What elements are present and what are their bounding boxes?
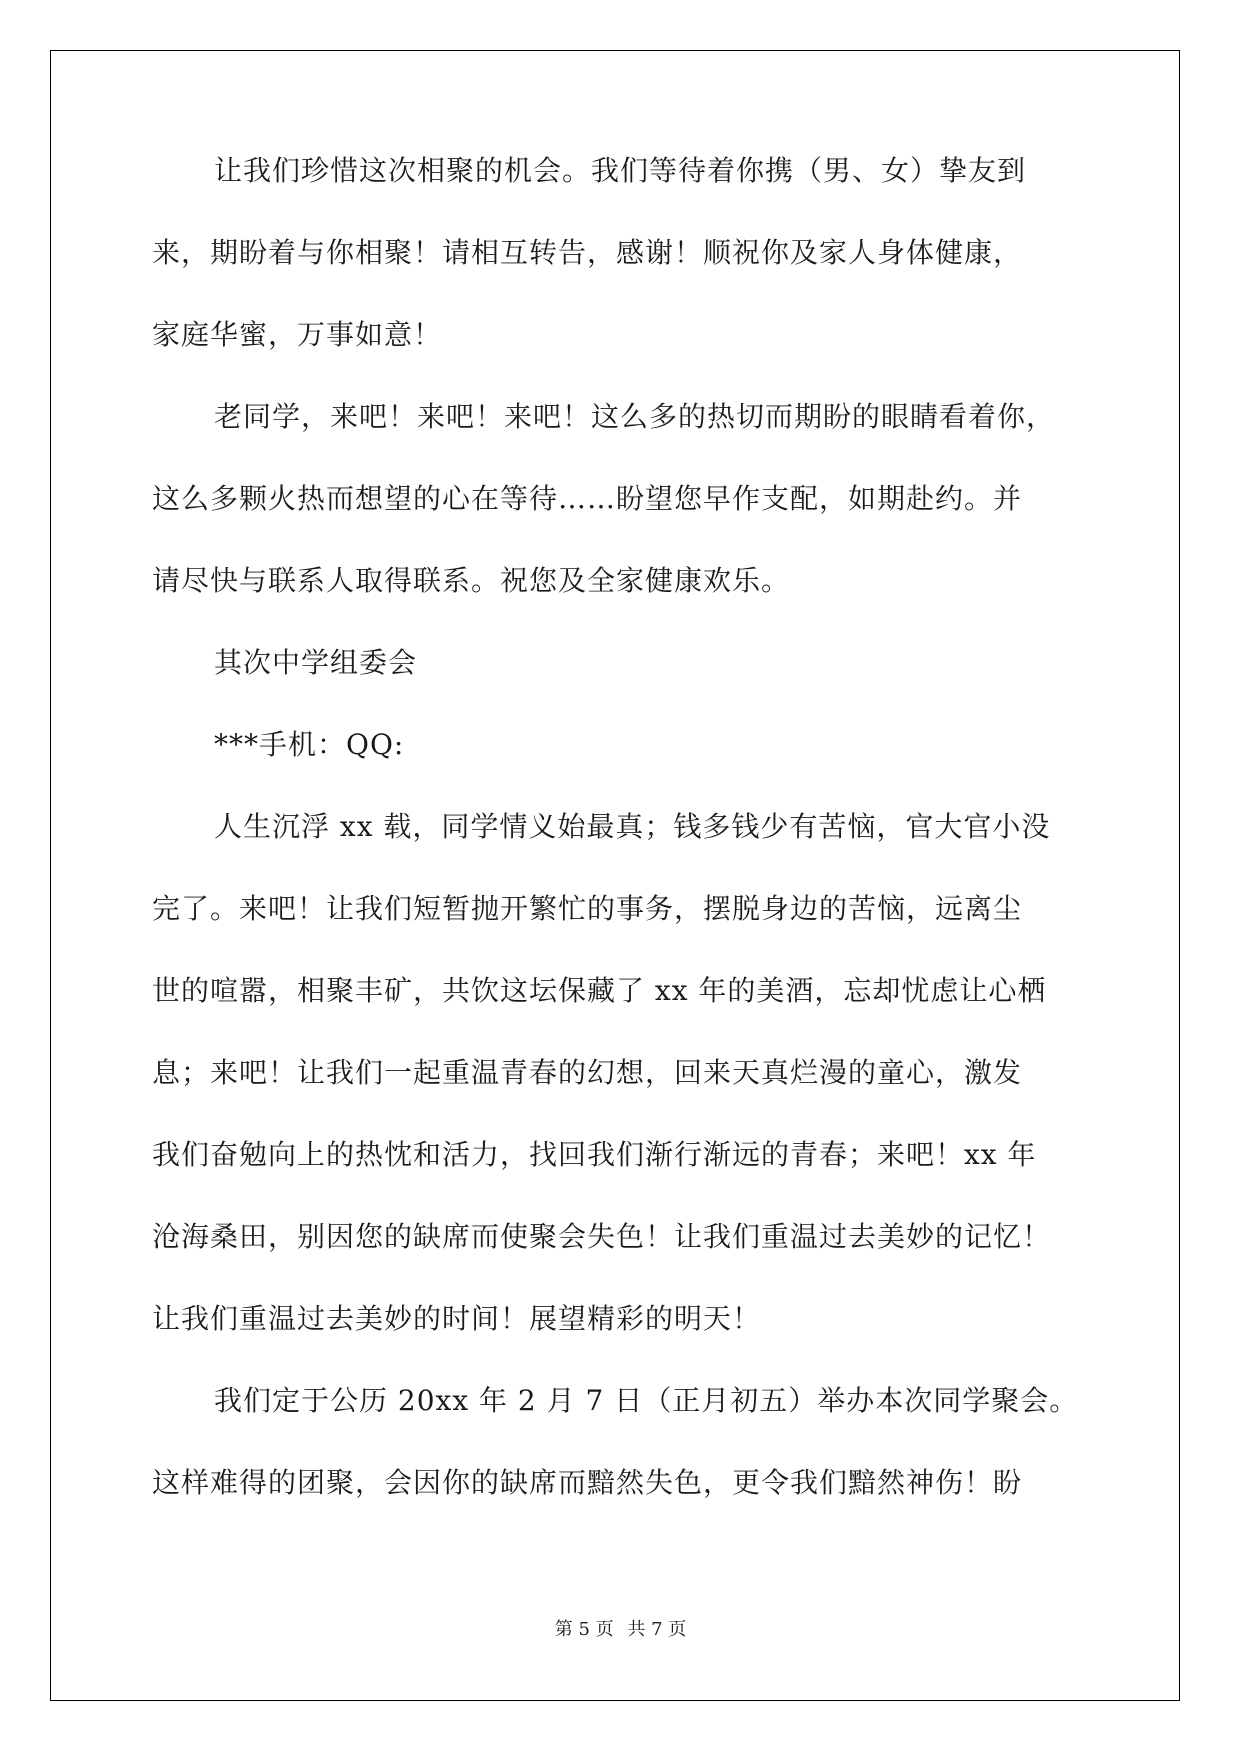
text-line: 请尽快与联系人取得联系。祝您及全家健康欢乐。 bbox=[152, 564, 791, 597]
text-line: 这么多颗火热而想望的心在等待……盼望您早作支配，如期赴约。并 bbox=[152, 482, 1023, 515]
text-line: 完了。来吧！让我们短暂抛开繁忙的事务，摆脱身边的苦恼，远离尘 bbox=[152, 892, 1023, 925]
text-line: 人生沉浮 xx 载，同学情义始最真；钱多钱少有苦恼，官大官小没 bbox=[214, 810, 1051, 843]
text-line: 我们奋勉向上的热忱和活力，找回我们渐行渐远的青春；来吧！xx 年 bbox=[152, 1138, 1037, 1171]
text-line: 我们定于公历 20xx 年 2 月 7 日（正月初五）举办本次同学聚会。 bbox=[214, 1384, 1079, 1417]
text-line: 息；来吧！让我们一起重温青春的幻想，回来天真烂漫的童心，激发 bbox=[152, 1056, 1023, 1089]
text-line: 世的喧嚣，相聚丰矿，共饮这坛保藏了 xx 年的美酒，忘却忧虑让心栖 bbox=[152, 974, 1047, 1007]
text-line: 老同学，来吧！来吧！来吧！这么多的热切而期盼的眼睛看着你， bbox=[214, 400, 1056, 433]
page-total: 共 7 页 bbox=[627, 1619, 687, 1640]
text-line: 让我们重温过去美妙的时间！展望精彩的明天！ bbox=[152, 1302, 762, 1335]
contact-line: ***手机：QQ: bbox=[214, 728, 405, 761]
text-line: 家庭华蜜，万事如意！ bbox=[152, 318, 443, 351]
text-line: 来，期盼着与你相聚！请相互转告，感谢！顺祝你及家人身体健康， bbox=[152, 236, 1023, 269]
text-line: 让我们珍惜这次相聚的机会。我们等待着你携（男、女）挚友到 bbox=[214, 154, 1027, 187]
text-line: 这样难得的团聚，会因你的缺席而黯然失色，更令我们黯然神伤！盼 bbox=[152, 1466, 1023, 1499]
text-line: 沧海桑田，别因您的缺席而使聚会失色！让我们重温过去美妙的记忆！ bbox=[152, 1220, 1052, 1253]
page-border bbox=[50, 50, 1180, 1701]
page-number: 第 5 页 bbox=[554, 1619, 614, 1640]
signature-line: 其次中学组委会 bbox=[214, 646, 418, 679]
page-footer bbox=[0, 1618, 1241, 1642]
